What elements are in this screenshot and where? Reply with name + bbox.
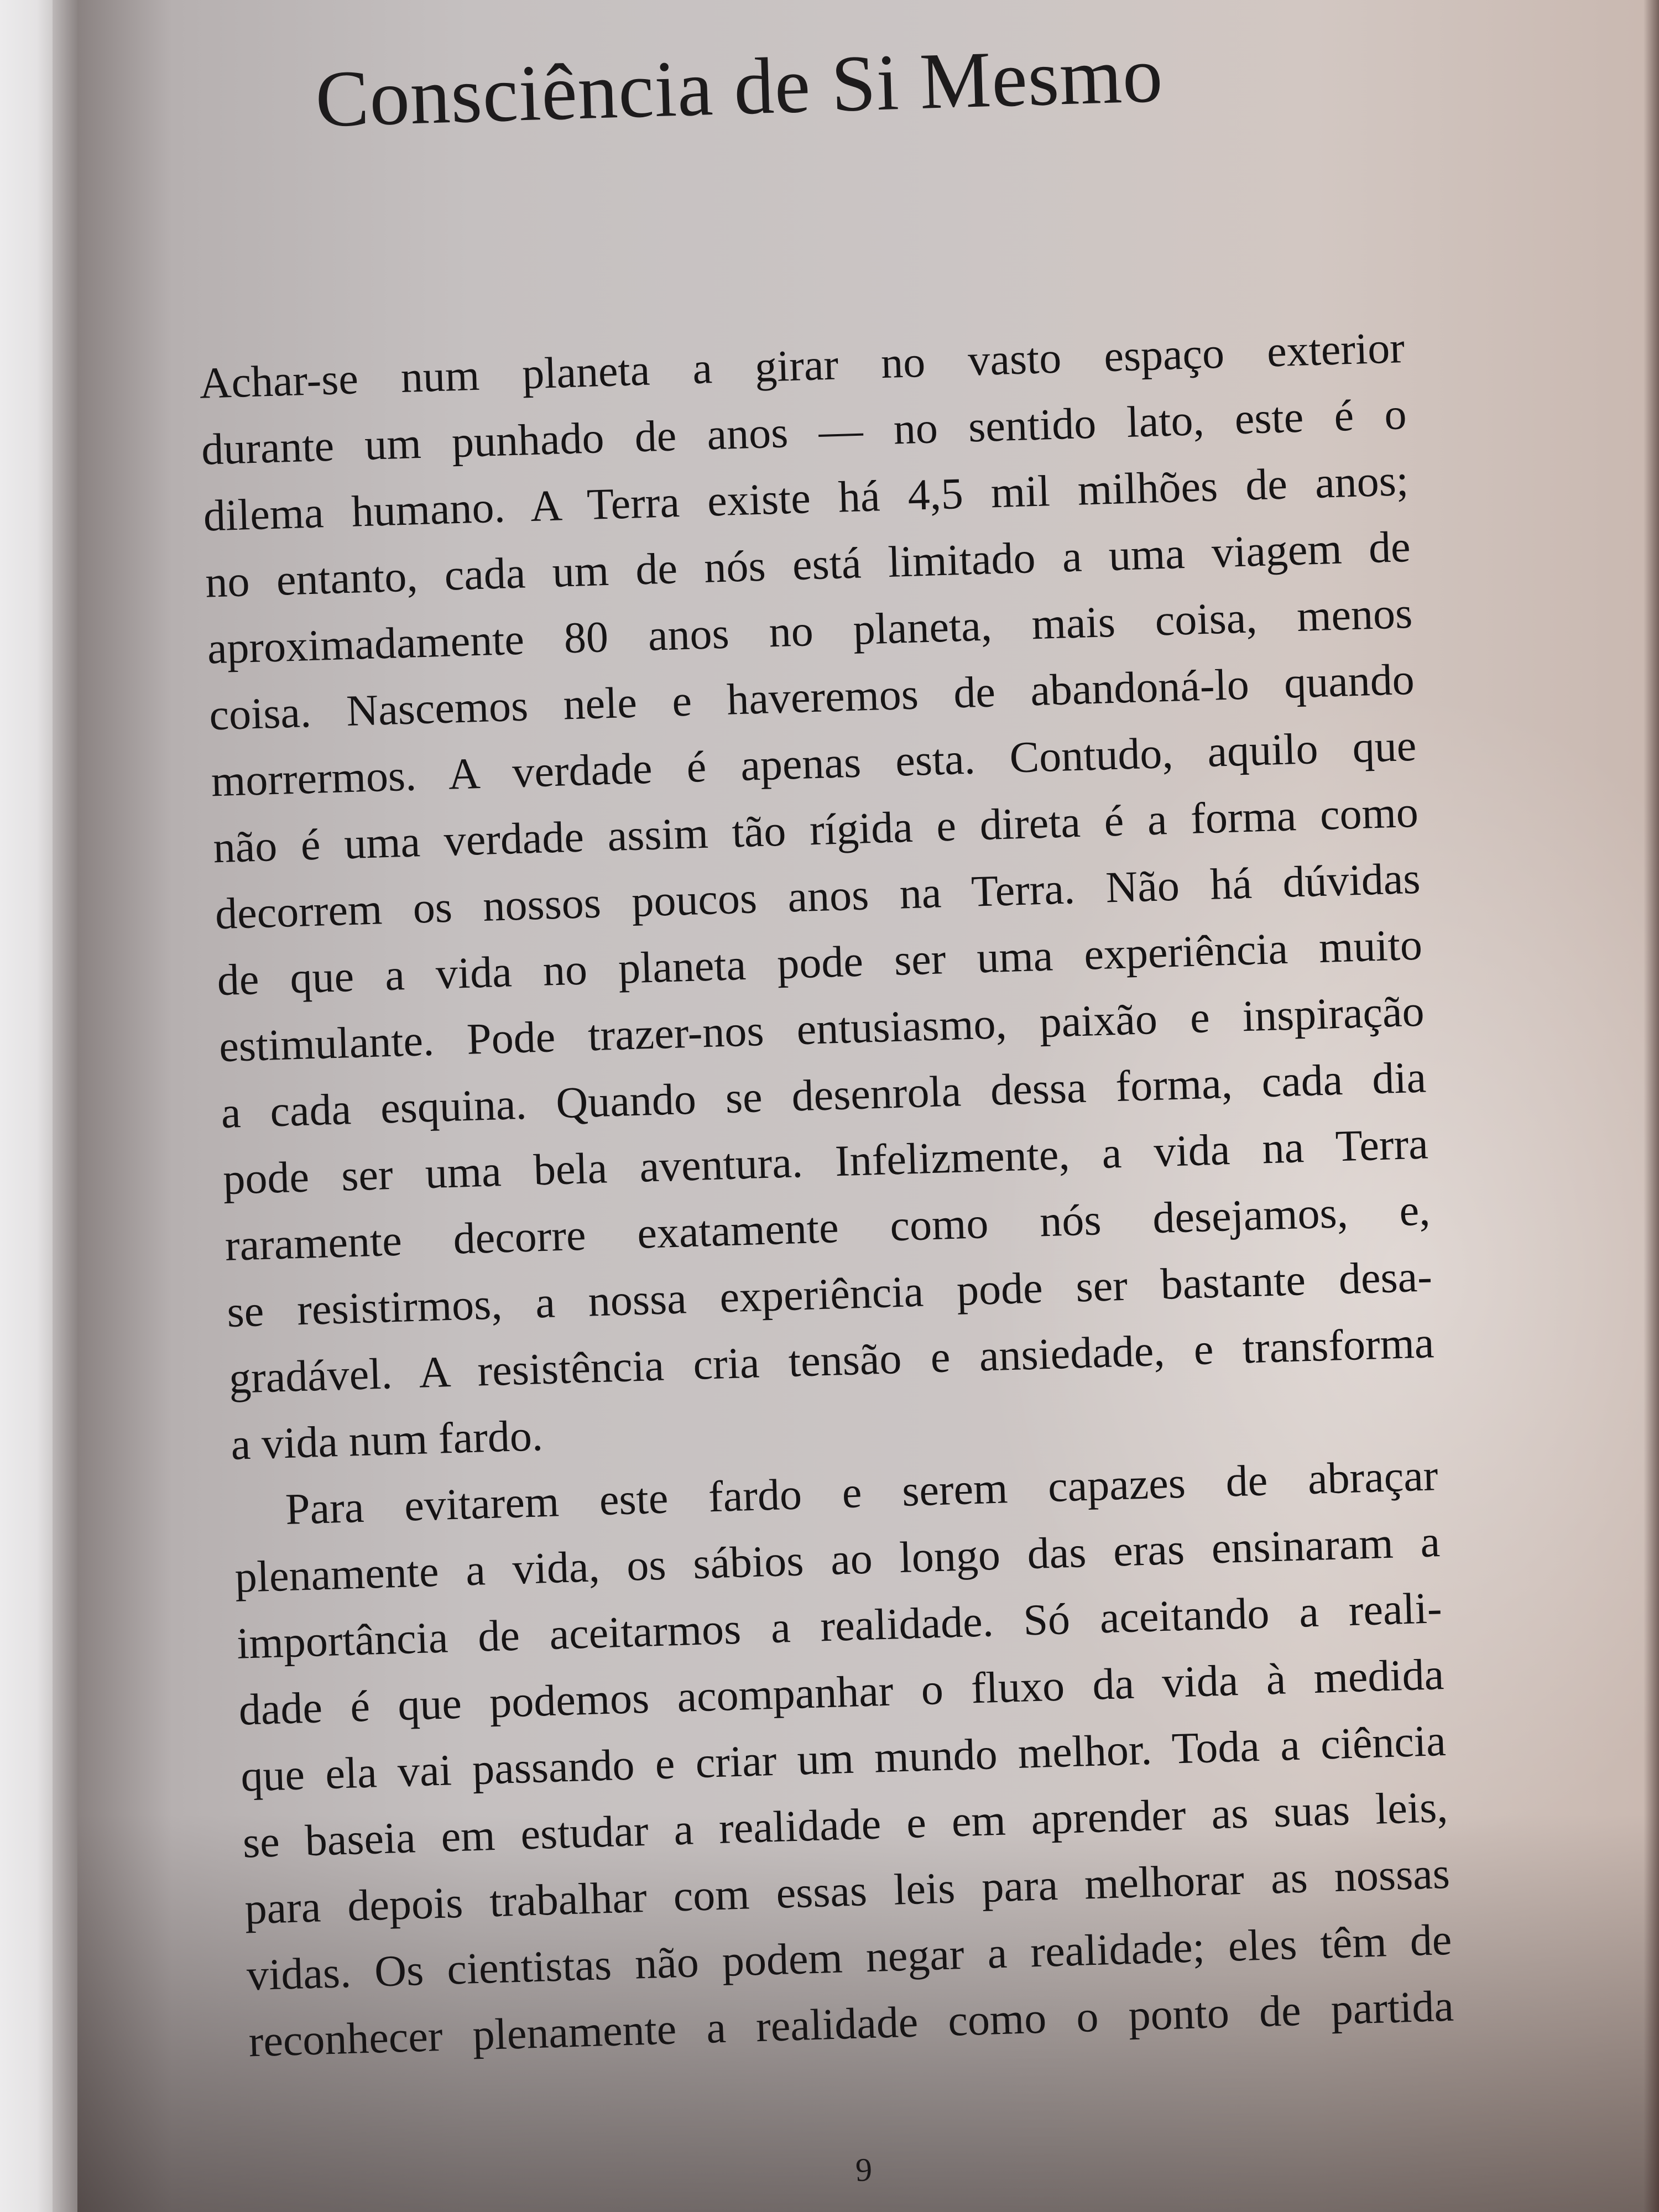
text-line: importância de aceitarmos a realidade. Só aceitando a reali- (236, 1584, 1443, 1668)
text-line: pode ser uma bela aventura. Infelizmente, a vida na Terra (222, 1119, 1429, 1204)
adjacent-page-edge (0, 0, 53, 2212)
text-line: a cada esquina. Quando se desenrola dessa forma, cada dia (220, 1053, 1427, 1138)
book-page (77, 0, 1659, 2212)
text-line: coisa. Nascemos nele e haveremos de abandoná-lo quando (208, 655, 1415, 740)
text-line: que ela vai passando e criar um mundo melhor. Toda a ciência (240, 1716, 1447, 1801)
text-line: se baseia em estudar a realidade e em aprender as suas leis, (242, 1782, 1449, 1867)
body-text (199, 315, 1455, 2075)
text-line: gradável. A resistência cria tensão e ansiedade, e transforma (228, 1318, 1435, 1403)
text-line: raramente decorre exatamente como nós desejamos, e, (224, 1186, 1431, 1271)
text-line: decorrem os nossos poucos anos na Terra. Não há dúvidas (214, 854, 1421, 939)
text-line: de que a vida no planeta pode ser uma experiência muito (216, 920, 1423, 1005)
text-line: aproximadamente 80 anos no planeta, mais coisa, menos (206, 588, 1413, 674)
page-content (77, 0, 1659, 2211)
text-line: para depois trabalhar com essas leis para melhorar as nossas (244, 1849, 1451, 1934)
page-number: 9 (855, 2151, 873, 2188)
chapter-title: Consciência de Si Mesmo (314, 30, 1165, 144)
text-line: durante um punhado de anos — no sentido lato, este é o (200, 390, 1407, 474)
text-line: estimulante. Pode trazer-nos entusiasmo, paixão e inspiração (218, 987, 1425, 1072)
text-line: a vida num fardo. (230, 1411, 544, 1469)
book-gutter (53, 0, 77, 2212)
text-line: reconhecer plenamente a realidade como o ponto de partida (248, 1981, 1455, 2067)
text-line: dade é que podemos acompanhar o fluxo da vida à medida (238, 1650, 1445, 1735)
text-line: Para evitarem este fardo e serem capazes de abraçar (284, 1451, 1439, 1535)
text-line: vidas. Os cientistas não podem negar a realidade; eles têm de (246, 1915, 1453, 2000)
paragraph (199, 315, 1437, 1478)
text-line: plenamente a vida, os sábios ao longo das eras ensinaram a (234, 1517, 1441, 1602)
text-line: não é uma verdade assim tão rígida e direta é a forma como (212, 787, 1419, 873)
page-shadow-edge (1644, 0, 1659, 2212)
text-line: morrermos. A verdade é apenas esta. Contudo, aquilo que (210, 721, 1417, 806)
text-line: dilema humano. A Terra existe há 4,5 mil milhões de anos; (202, 456, 1410, 541)
text-line: Achar-se num planeta a girar no vasto espaço exterior (199, 324, 1406, 408)
text-line: se resistirmos, a nossa experiência pode ser bastante desa- (226, 1252, 1433, 1337)
paragraph (232, 1442, 1454, 2075)
text-line: no entanto, cada um de nós está limitado a uma viagem de (205, 522, 1411, 607)
